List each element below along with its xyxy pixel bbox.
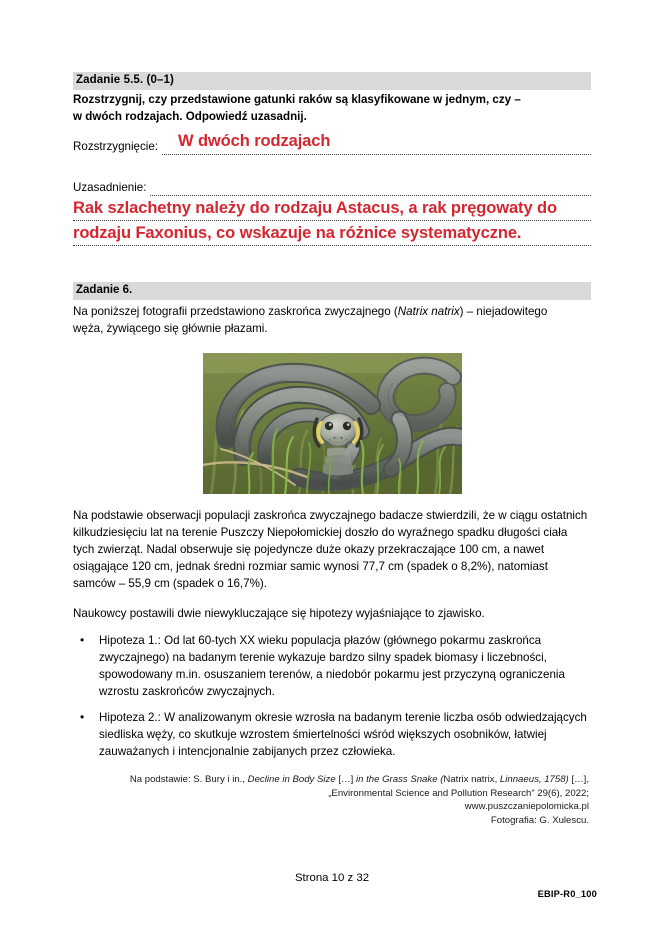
source-citation bbox=[73, 773, 591, 827]
hypotheses-list bbox=[73, 632, 591, 760]
citation-line-1 bbox=[73, 773, 589, 787]
task-5-prompt-line-1: Rozstrzygnij, czy przedstawione gatunki raków są klasyfikowane w jednym, czy – bbox=[73, 93, 521, 106]
task-6-paragraph: Na podstawie obserwacji populacji zaskrońca zwyczajnego badacze stwierdzili, że w ciągu ostatnich kilkudziesięciu lat na terenie Puszczy Niepołomickiej doszło do wyraźnego spadku długości ciała tych zwierząt. Nadal obserwuje się pojedyncze duże okazy przekraczające 100 cm, a nawet osiągające 120 cm, jednak średni rozmiar samic wynosi 77,7 cm (spadek o 8,2%), natomiast samców – 55,9 cm (spadek o 16,7%). bbox=[73, 509, 588, 590]
justification-answer-row-1 bbox=[73, 196, 591, 221]
decision-row bbox=[73, 132, 591, 155]
citation-ellipsis-2: […], bbox=[568, 774, 589, 785]
task-5-prompt-line-2: w dwóch rodzajach. Odpowiedź uzasadnij. bbox=[73, 109, 307, 123]
justification-label: Uzasadnienie: bbox=[73, 181, 147, 194]
citation-comma: , bbox=[494, 774, 500, 785]
task-6-header: Zadanie 6. bbox=[73, 282, 591, 300]
grass-snake-photo bbox=[203, 353, 462, 494]
page-number: Strona 10 z 32 bbox=[294, 872, 370, 884]
citation-line-4: Fotografia: G. Xulescu. bbox=[490, 814, 589, 826]
citation-authority-italic: Linnaeus, 1758) bbox=[499, 774, 569, 785]
task-5-answer-area bbox=[73, 132, 591, 246]
list-item bbox=[73, 709, 591, 760]
hypothesis-1-text: Hipoteza 1.: Od lat 60-tych XX wieku populacja płazów (głównego pokarmu zaskrońca zwyczajnego) na badanym terenie wykazuje bardzo silny spadek biomasy i liczebności, spowodowany m.in. osuszaniem terenów, a niedobór pokarmu jest przyczyną ograniczenia wzrostu zaskrońców zwyczajnych. bbox=[99, 634, 565, 698]
justification-dotted-line-3[interactable] bbox=[73, 232, 591, 246]
task-5-prompt bbox=[73, 92, 591, 125]
task-6-intro bbox=[73, 303, 591, 337]
justification-row bbox=[73, 177, 591, 196]
task-5-header: Zadanie 5.5. (0–1) bbox=[73, 72, 591, 90]
species-name-italic: Natrix natrix bbox=[397, 305, 460, 318]
citation-line-2: „Environmental Science and Pollution Research” 29(6), 2022; bbox=[328, 787, 589, 799]
citation-line-3[interactable]: www.puszczaniepolomicka.pl bbox=[464, 801, 589, 812]
task-6-hypotheses-intro: Naukowcy postawili dwie niewykluczające się hipotezy wyjaśniające to zjawisko. bbox=[73, 607, 485, 620]
justification-answer-row-2 bbox=[73, 221, 591, 246]
snake-photo-graphic bbox=[203, 353, 462, 494]
citation-prefix: Na podstawie: S. Bury i in., bbox=[129, 774, 248, 785]
justification-answer-line-2: rodzaju Faxonius, co wskazuje na różnice systematyczne. bbox=[73, 224, 522, 242]
snake-photo-container bbox=[73, 353, 591, 494]
list-item bbox=[73, 632, 591, 700]
justification-dotted-line-1[interactable] bbox=[150, 184, 591, 196]
task-6-intro-line-2: węża, żywiącego się głównie płazami. bbox=[73, 322, 268, 335]
decision-answer-text: W dwóch rodzajach bbox=[178, 132, 331, 150]
citation-title-italic-2: in the Grass Snake ( bbox=[355, 774, 444, 785]
hypothesis-2-text: Hipoteza 2.: W analizowanym okresie wzrosła na badanym terenie liczba osób odwiedzających siedliska węży, co skutkuje wzrostem śmiertelności wśród większych osobników, łatwiej zauważanych i intencjonalnie zabijanych przez człowieka. bbox=[99, 711, 587, 758]
citation-species: Natrix natrix bbox=[443, 774, 495, 785]
bullet-icon: • bbox=[80, 633, 85, 647]
intro-text-b: ) – niejadowitego bbox=[459, 305, 548, 318]
citation-title-italic-1: Decline in Body Size bbox=[247, 774, 336, 785]
page-content bbox=[73, 72, 591, 827]
document-code: EBIP-R0_100 bbox=[537, 889, 597, 899]
task-6-intro-line-1 bbox=[73, 303, 591, 320]
justification-dotted-line-2[interactable] bbox=[73, 207, 591, 221]
citation-ellipsis-1: […] bbox=[335, 774, 356, 785]
intro-text-a: Na poniższej fotografii przedstawiono zaskrońca zwyczajnego ( bbox=[73, 305, 398, 318]
decision-label: Rozstrzygnięcie: bbox=[73, 140, 159, 153]
bullet-icon: • bbox=[80, 710, 85, 724]
justification-answer-line-1: Rak szlachetny należy do rodzaju Astacus, a rak pręgowaty do bbox=[73, 199, 557, 217]
